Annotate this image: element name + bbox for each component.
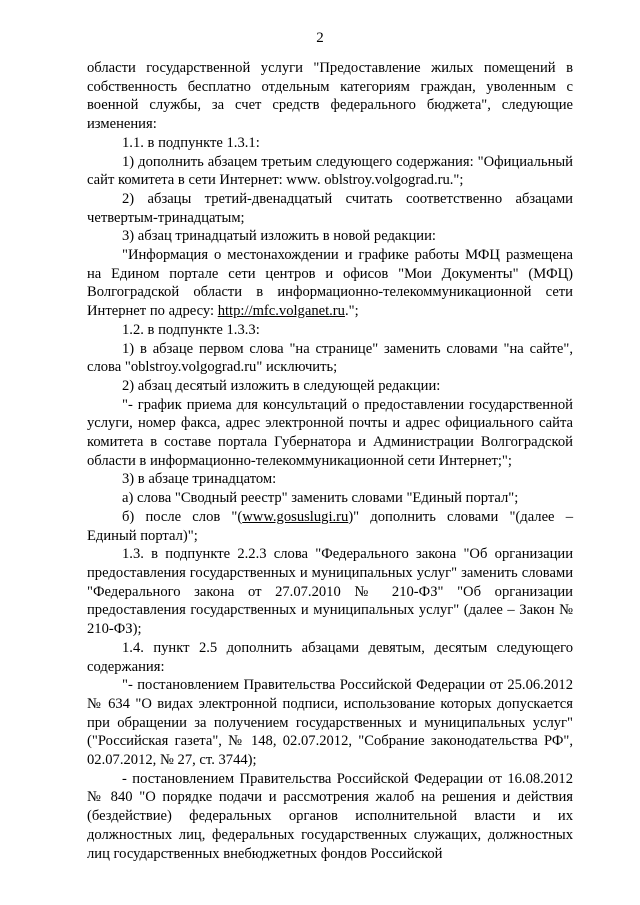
paragraph-1-2-item-1: 1) в абзаце первом слова "на странице" заменить словами "на сайте", слова "oblstroy.volgograd.ru" исключить;	[87, 340, 573, 376]
paragraph-mfc-info	[87, 246, 573, 321]
paragraph-decree-840: - постановлением Правительства Российской Федерации от 16.08.2012 № 840 "О порядке подачи и рассмотрения жалоб на решения и действия (бездействие) федеральных органов исполнительной власти и их должностных лиц, федеральных государственных служащих, должностных лиц государственных внебюджетных фондов Российской	[87, 770, 573, 862]
mfc-info-after: .";	[344, 303, 359, 320]
mfc-info-text: "Информация о местонахождении и графике работы МФЦ размещена на Едином портале сети центров и офисов "Мои Документы" (МФЦ) Волгоградской области в информационно-телекоммуникационной сети Интернет по адресу:	[87, 247, 573, 320]
paragraph-decree-634: "- постановлением Правительства Российской Федерации от 25.06.2012 № 634 "О видах электронной подписи, использование которых допускается при обращении за получением государственных и муниципальных услуг" ("Российская газета", № 148, 02.07.2012, "Собрание законодательства РФ", 02.07.2012, № 27, ст. 3744);	[87, 677, 573, 769]
paragraph-intro: области государственной услуги "Предоставление жилых помещений в собственность бесплатно отдельным категориям граждан, уволенным с военной службы, за счет средств федерального бюджета", следующие изменения:	[87, 60, 573, 133]
item-b-after: )" дополнить словами "(далее – Единый портал)";	[87, 508, 573, 544]
item-b-text: б) после слов "(	[122, 508, 243, 525]
paragraph-1-4: 1.4. пункт 2.5 дополнить абзацами девятым, десятым следующего содержания:	[87, 639, 573, 675]
paragraph-1-3: 1.3. в подпункте 2.2.3 слова "Федерального закона "Об организации предоставления государственных и муниципальных услуг" заменить словами "Федерального закона от 27.07.2010 № 210-ФЗ" "Об организации предоставления государственных и муниципальных услуг" (далее – Закон № 210-ФЗ);	[87, 546, 573, 638]
paragraph-1-2: 1.2. в подпункте 1.3.3:	[122, 321, 260, 338]
paragraph-item-b	[87, 508, 573, 545]
gosuslugi-link[interactable]: www.gosuslugi.ru	[242, 508, 349, 525]
paragraph-1-2-item-3: 3) в абзаце тринадцатом:	[122, 471, 277, 488]
paragraph-item-a: а) слова "Сводный реестр" заменить словами "Единый портал";	[122, 490, 519, 507]
document-body	[87, 59, 573, 863]
paragraph-1-1-item-2: 2) абзацы третий-двенадцатый считать соответственно абзацами четвертым-тринадцатым;	[87, 190, 573, 226]
paragraph-1-1: 1.1. в подпункте 1.3.1:	[122, 134, 260, 151]
page-number: 2	[316, 30, 324, 46]
paragraph-1-2-item-2: 2) абзац десятый изложить в следующей редакции:	[122, 377, 441, 394]
paragraph-1-1-item-3: 3) абзац тринадцатый изложить в новой редакции:	[122, 228, 436, 245]
paragraph-schedule: "- график приема для консультаций о предоставлении государственной услуги, номер факса, адрес электронной почты и адрес официального сайта комитета в составе портала Губернатора и Администрации Волгоградской области в информационно-телекоммуникационной сети Интернет;";	[87, 396, 573, 469]
paragraph-1-1-item-1: 1) дополнить абзацем третьим следующего содержания: "Официальный сайт комитета в сети Интернет: www. oblstroy.volgograd.ru.";	[87, 153, 573, 189]
mfc-link[interactable]: http://mfc.volganet.ru	[217, 303, 345, 320]
